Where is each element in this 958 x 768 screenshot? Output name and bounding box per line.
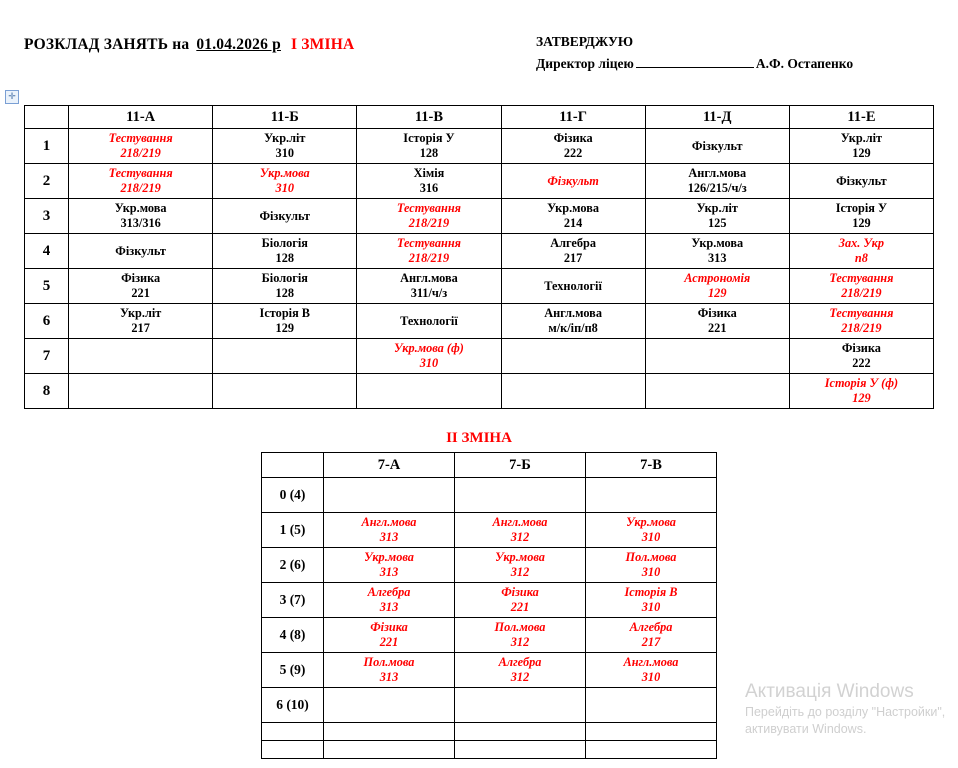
table-row xyxy=(25,199,934,234)
subject-name: Фізика xyxy=(370,620,408,634)
subject-name: Алгебра xyxy=(498,655,542,669)
subject-name: Зах. Укр xyxy=(838,236,885,250)
table-row xyxy=(262,653,717,688)
lesson-number: 4 (8) xyxy=(262,618,324,653)
lesson-number: 5 xyxy=(25,269,69,304)
lesson-cell xyxy=(501,304,645,339)
subject-name: Астрономія xyxy=(684,271,751,285)
subject-name: Історія У xyxy=(403,131,455,145)
room-number: 128 xyxy=(419,146,439,160)
lesson-cell xyxy=(586,513,717,548)
lesson-number: 6 (10) xyxy=(262,688,324,723)
subject-name: Пол.мова xyxy=(494,620,546,634)
lesson-cell xyxy=(357,269,501,304)
subject-name: Фізкульт xyxy=(259,208,311,223)
table-row xyxy=(25,339,934,374)
lesson-number: 3 xyxy=(25,199,69,234)
lesson-cell xyxy=(455,548,586,583)
subject-name: Укр.мова xyxy=(114,201,167,215)
lesson-number: 7 xyxy=(25,339,69,374)
subject-name: Пол.мова xyxy=(363,655,415,669)
subject-name: Укр.мова xyxy=(495,550,545,564)
subject-name: Укр.літ xyxy=(840,131,883,145)
lesson-number: 3 (7) xyxy=(262,583,324,618)
lesson-number: 2 (6) xyxy=(262,548,324,583)
lesson-cell xyxy=(586,618,717,653)
table-row xyxy=(25,374,934,409)
room-number: 313 xyxy=(379,670,399,684)
lesson-cell xyxy=(501,339,645,374)
table-row xyxy=(262,741,717,759)
subject-name: Фізика xyxy=(697,306,737,320)
lesson-cell xyxy=(69,164,213,199)
lesson-cell xyxy=(645,339,789,374)
director-name: А.Ф. Остапенко xyxy=(755,56,854,71)
room-number: 222 xyxy=(563,146,583,160)
lesson-cell xyxy=(324,688,455,723)
room-number: 316 xyxy=(419,181,439,195)
table-header-row xyxy=(262,453,717,478)
lesson-cell xyxy=(586,653,717,688)
subject-name: Укр.літ xyxy=(696,201,738,215)
room-number: 218/219 xyxy=(120,146,161,160)
watermark-line-1: Перейдіть до розділу "Настройки", xyxy=(745,705,946,719)
lesson-cell xyxy=(324,478,455,513)
windows-activation-watermark xyxy=(745,680,945,738)
lesson-cell xyxy=(789,374,933,409)
room-number: 218/219 xyxy=(120,181,161,195)
subject-name: Укр.мова xyxy=(626,515,676,529)
subject-name: Тестування xyxy=(108,131,173,145)
class-header-1: 7-А xyxy=(324,453,455,478)
subject-name: Укр.мова xyxy=(691,236,744,250)
room-number: 129 xyxy=(708,286,727,300)
empty-cell xyxy=(262,741,324,759)
lesson-cell xyxy=(789,234,933,269)
lesson-number: 1 xyxy=(25,129,69,164)
table-row xyxy=(262,688,717,723)
room-number: 310 xyxy=(275,146,294,160)
room-number: 217 xyxy=(641,635,661,649)
lesson-cell xyxy=(324,653,455,688)
subject-name: Фізкульт xyxy=(836,173,887,188)
subject-name: Історія В xyxy=(259,306,311,320)
empty-cell xyxy=(586,741,717,759)
table-body xyxy=(262,478,717,759)
subject-name: Хімія xyxy=(413,166,445,180)
room-number: 129 xyxy=(275,321,294,335)
lesson-cell xyxy=(357,234,501,269)
shift-label: I ЗМІНА xyxy=(290,36,355,53)
watermark-title: Активація Windows xyxy=(745,681,914,702)
lesson-cell xyxy=(586,478,717,513)
table-row xyxy=(25,164,934,199)
lesson-cell xyxy=(501,374,645,409)
room-number: 310 xyxy=(641,670,661,684)
lesson-cell xyxy=(213,199,357,234)
subject-name: Англ.мова xyxy=(623,655,679,669)
lesson-cell xyxy=(645,164,789,199)
subject-name: Англ.мова xyxy=(688,166,747,180)
lesson-cell xyxy=(455,618,586,653)
room-number: 313/316 xyxy=(120,216,161,230)
subject-name: Тестування xyxy=(829,271,894,285)
director-label: Директор ліцею xyxy=(536,56,634,71)
lesson-cell xyxy=(213,339,357,374)
shift2-title: II ЗМІНА xyxy=(446,430,512,446)
table-row xyxy=(25,129,934,164)
room-number: 312 xyxy=(510,530,530,544)
lesson-cell xyxy=(455,583,586,618)
subject-name: Англ.мова xyxy=(361,515,417,529)
subject-name: Фізика xyxy=(841,341,881,355)
lesson-cell xyxy=(586,583,717,618)
lesson-cell xyxy=(69,234,213,269)
subject-name: Біологія xyxy=(261,271,308,285)
class-header-4: 11-Г xyxy=(501,106,645,129)
room-number: 129 xyxy=(852,391,871,405)
class-header-3: 11-В xyxy=(357,106,501,129)
room-number: 310 xyxy=(275,181,294,195)
shift2-schedule-table xyxy=(261,452,717,759)
corner-cell xyxy=(25,106,69,129)
room-number: 313 xyxy=(379,600,399,614)
room-number: 221 xyxy=(131,286,150,300)
lesson-cell xyxy=(645,269,789,304)
room-number: 311/ч/з xyxy=(410,286,448,300)
room-number: 222 xyxy=(852,356,871,370)
lesson-number: 8 xyxy=(25,374,69,409)
room-number: 310 xyxy=(641,600,661,614)
lesson-cell xyxy=(69,374,213,409)
lesson-cell xyxy=(501,164,645,199)
class-header-6: 11-Е xyxy=(789,106,933,129)
lesson-cell xyxy=(789,199,933,234)
room-number: 312 xyxy=(510,670,530,684)
room-number: 218/219 xyxy=(841,321,882,335)
lesson-cell xyxy=(213,164,357,199)
lesson-cell xyxy=(357,199,501,234)
table-row xyxy=(262,583,717,618)
lesson-cell xyxy=(69,129,213,164)
subject-name: Тестування xyxy=(396,236,461,250)
lesson-cell xyxy=(357,129,501,164)
lesson-cell xyxy=(357,164,501,199)
lesson-cell xyxy=(789,269,933,304)
lesson-number: 4 xyxy=(25,234,69,269)
class-header-2: 11-Б xyxy=(213,106,357,129)
lesson-cell xyxy=(455,478,586,513)
lesson-cell xyxy=(324,513,455,548)
corner-cell xyxy=(262,453,324,478)
title-prefix: РОЗКЛАД ЗАНЯТЬ на xyxy=(24,36,190,53)
lesson-cell xyxy=(213,129,357,164)
lesson-cell xyxy=(586,688,717,723)
lesson-number: 6 xyxy=(25,304,69,339)
lesson-cell xyxy=(213,374,357,409)
table-move-handle[interactable]: ✛ xyxy=(5,90,19,104)
schedule-date: 01.04.2026 р xyxy=(196,36,281,53)
subject-name: Укр.мова xyxy=(364,550,414,564)
table-row xyxy=(262,513,717,548)
room-number: м/к/іп/п8 xyxy=(548,321,598,335)
table-row xyxy=(25,269,934,304)
lesson-cell xyxy=(455,653,586,688)
table-row xyxy=(262,548,717,583)
subject-name: Історія У (ф) xyxy=(824,376,899,390)
subject-name: Фізкульт xyxy=(547,173,599,188)
subject-name: Укр.мова xyxy=(259,166,310,180)
subject-name: Алгебра xyxy=(367,585,411,599)
class-header-1: 11-А xyxy=(69,106,213,129)
lesson-cell xyxy=(789,304,933,339)
lesson-cell xyxy=(69,339,213,374)
empty-cell xyxy=(262,723,324,741)
empty-cell xyxy=(324,741,455,759)
subject-name: Фізика xyxy=(121,271,161,285)
lesson-cell xyxy=(69,269,213,304)
lesson-cell xyxy=(213,269,357,304)
room-number: п8 xyxy=(854,251,868,265)
lesson-number: 5 (9) xyxy=(262,653,324,688)
subject-name: Фізкульт xyxy=(115,243,166,258)
class-header-2: 7-Б xyxy=(455,453,586,478)
room-number: 218/219 xyxy=(408,251,450,265)
subject-name: Фізика xyxy=(501,585,539,599)
room-number: 312 xyxy=(510,635,530,649)
table-body xyxy=(25,129,934,409)
director-line xyxy=(536,56,853,72)
lesson-number: 0 (4) xyxy=(262,478,324,513)
lesson-cell xyxy=(357,374,501,409)
lesson-cell xyxy=(645,129,789,164)
room-number: 313 xyxy=(379,565,399,579)
lesson-cell xyxy=(324,548,455,583)
room-number: 310 xyxy=(419,356,439,370)
lesson-cell xyxy=(501,199,645,234)
room-number: 125 xyxy=(708,216,727,230)
subject-name: Історія У xyxy=(835,201,888,215)
table-row xyxy=(262,723,717,741)
room-number: 221 xyxy=(379,635,399,649)
subject-name: Технології xyxy=(544,278,602,293)
empty-cell xyxy=(455,741,586,759)
lesson-cell xyxy=(645,304,789,339)
table-row xyxy=(25,304,934,339)
subject-name: Фізкульт xyxy=(691,138,743,153)
lesson-cell xyxy=(324,583,455,618)
subject-name: Фізика xyxy=(553,131,593,145)
subject-name: Тестування xyxy=(108,166,173,180)
subject-name: Укр.літ xyxy=(264,131,306,145)
subject-name: Технології xyxy=(400,313,458,328)
table-row xyxy=(262,478,717,513)
room-number: 221 xyxy=(708,321,727,335)
table-header-row xyxy=(25,106,934,129)
subject-name: Історія В xyxy=(624,585,678,599)
room-number: 313 xyxy=(379,530,399,544)
lesson-cell xyxy=(69,304,213,339)
room-number: 218/219 xyxy=(408,216,450,230)
lesson-cell xyxy=(501,234,645,269)
subject-name: Алгебра xyxy=(629,620,673,634)
lesson-cell xyxy=(455,688,586,723)
room-number: 312 xyxy=(510,565,530,579)
lesson-cell xyxy=(645,374,789,409)
signature-blank xyxy=(636,67,754,68)
room-number: 129 xyxy=(852,146,871,160)
lesson-cell xyxy=(357,339,501,374)
lesson-cell xyxy=(213,304,357,339)
room-number: 310 xyxy=(641,565,661,579)
lesson-cell xyxy=(357,304,501,339)
room-number: 129 xyxy=(852,216,871,230)
lesson-cell xyxy=(501,269,645,304)
class-header-3: 7-В xyxy=(586,453,717,478)
room-number: 214 xyxy=(563,216,583,230)
approve-label: ЗАТВЕРДЖУЮ xyxy=(536,34,634,49)
document-header xyxy=(0,30,958,85)
empty-cell xyxy=(455,723,586,741)
shift1-schedule-table xyxy=(24,105,934,409)
subject-name: Алгебра xyxy=(550,236,596,250)
subject-name: Англ.мова xyxy=(544,306,602,320)
empty-cell xyxy=(324,723,455,741)
room-number: 313 xyxy=(708,251,727,265)
lesson-cell xyxy=(501,129,645,164)
subject-name: Пол.мова xyxy=(625,550,677,564)
lesson-cell xyxy=(455,513,586,548)
room-number: 128 xyxy=(275,251,294,265)
lesson-cell xyxy=(324,618,455,653)
lesson-cell xyxy=(69,199,213,234)
room-number: 126/215/ч/з xyxy=(687,181,747,195)
lesson-number: 1 (5) xyxy=(262,513,324,548)
subject-name: Англ.мова xyxy=(492,515,548,529)
room-number: 128 xyxy=(275,286,294,300)
subject-name: Укр.мова (ф) xyxy=(393,341,464,355)
page-title xyxy=(24,36,354,54)
lesson-cell xyxy=(789,164,933,199)
room-number: 218/219 xyxy=(841,286,882,300)
subject-name: Тестування xyxy=(829,306,894,320)
lesson-cell xyxy=(645,234,789,269)
lesson-number: 2 xyxy=(25,164,69,199)
lesson-cell xyxy=(213,234,357,269)
lesson-cell xyxy=(789,339,933,374)
subject-name: Англ.мова xyxy=(400,271,458,285)
table-row xyxy=(25,234,934,269)
room-number: 217 xyxy=(131,321,150,335)
room-number: 221 xyxy=(510,600,530,614)
table-row xyxy=(262,618,717,653)
class-header-5: 11-Д xyxy=(645,106,789,129)
lesson-cell xyxy=(645,199,789,234)
subject-name: Укр.мова xyxy=(547,201,600,215)
subject-name: Укр.літ xyxy=(119,306,162,320)
room-number: 217 xyxy=(563,251,583,265)
subject-name: Тестування xyxy=(396,201,461,215)
lesson-cell xyxy=(586,548,717,583)
lesson-cell xyxy=(789,129,933,164)
empty-cell xyxy=(586,723,717,741)
subject-name: Біологія xyxy=(261,236,308,250)
watermark-line-2: активувати Windows. xyxy=(745,722,867,736)
room-number: 310 xyxy=(641,530,661,544)
